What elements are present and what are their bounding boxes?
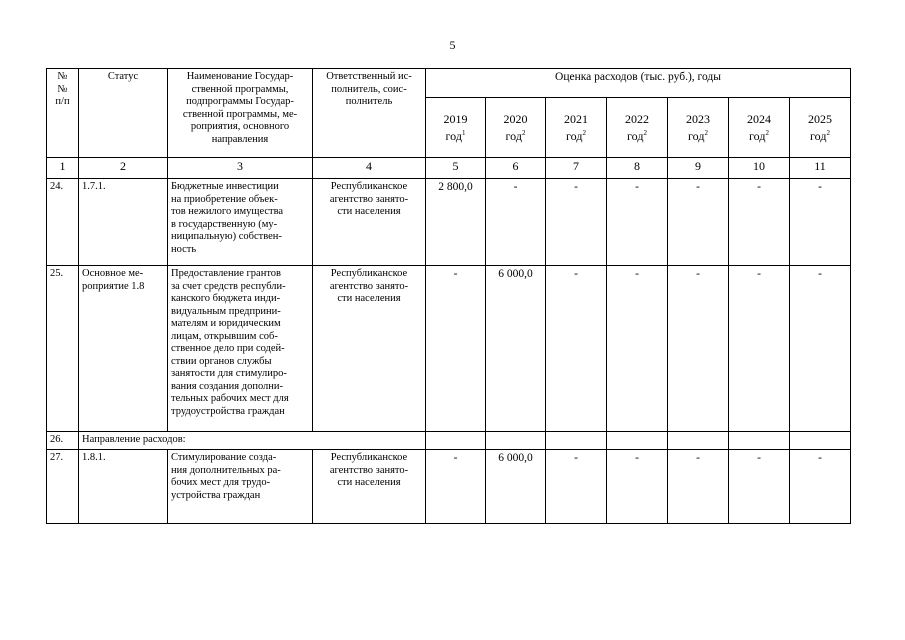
year-note: 2 — [826, 129, 830, 137]
year-note: 2 — [765, 129, 769, 137]
year-2019 — [426, 98, 486, 158]
value-2023: - — [668, 450, 729, 524]
column-number: 10 — [729, 158, 790, 179]
value-2025: - — [790, 450, 851, 524]
page-number: 5 — [449, 38, 456, 52]
year-value: 2019 — [443, 112, 468, 126]
value-2019: 2 800,0 — [426, 179, 486, 266]
value-2025: - — [790, 266, 851, 432]
empty-cell — [426, 432, 486, 450]
year-value: 2025 — [808, 112, 832, 126]
value-2024: - — [729, 266, 790, 432]
row-status: 1.7.1. — [79, 179, 168, 266]
year-label: год — [749, 129, 766, 143]
year-value: 2022 — [625, 112, 649, 126]
row-name: Стимулирование созда- ния дополнительных ра- бочих мест для трудо- устройства граждан — [168, 450, 313, 524]
year-note: 2 — [704, 129, 708, 137]
year-value: 2020 — [503, 112, 528, 126]
column-number: 7 — [546, 158, 607, 179]
value-2021: - — [546, 450, 607, 524]
row-number: 24. — [47, 179, 79, 266]
year-label: год — [627, 129, 644, 143]
column-numbers-row — [47, 158, 851, 179]
year-2020 — [486, 98, 546, 158]
header-name: Наименование Государ- ственной программы, подпрограммы Государ- ственной программы, ме- роприятия, основного направления — [168, 69, 313, 158]
header-status: Статус — [79, 69, 168, 158]
year-label: год — [566, 129, 583, 143]
year-note: 2 — [643, 129, 647, 137]
table-row — [47, 450, 851, 524]
table-row — [47, 266, 851, 432]
row-status: Основное ме- роприятие 1.8 — [79, 266, 168, 432]
value-2020: 6 000,0 — [486, 266, 546, 432]
header-row-1 — [47, 69, 851, 98]
column-number: 9 — [668, 158, 729, 179]
year-label: год — [810, 129, 827, 143]
column-number: 4 — [313, 158, 426, 179]
value-2023: - — [668, 266, 729, 432]
row-number: 26. — [47, 432, 79, 450]
column-number: 11 — [790, 158, 851, 179]
empty-cell — [486, 432, 546, 450]
direction-row — [47, 432, 851, 450]
row-number: 25. — [47, 266, 79, 432]
column-number: 8 — [607, 158, 668, 179]
value-2024: - — [729, 450, 790, 524]
header-expenses: Оценка расходов (тыс. руб.), годы — [426, 69, 851, 98]
column-number: 5 — [426, 158, 486, 179]
table-row — [47, 179, 851, 266]
year-2022 — [607, 98, 668, 158]
column-number: 6 — [486, 158, 546, 179]
empty-cell — [607, 432, 668, 450]
empty-cell — [729, 432, 790, 450]
value-2021: - — [546, 179, 607, 266]
column-number: 3 — [168, 158, 313, 179]
year-label: год — [505, 129, 522, 143]
year-note: 1 — [461, 129, 466, 137]
header-number: № № п/п — [47, 69, 79, 158]
year-label: год — [445, 129, 462, 143]
year-2025 — [790, 98, 851, 158]
column-number: 2 — [79, 158, 168, 179]
year-label: год — [688, 129, 705, 143]
value-2022: - — [607, 450, 668, 524]
year-2021 — [546, 98, 607, 158]
value-2022: - — [607, 266, 668, 432]
row-executor: Республиканское агентство занято- сти населения — [313, 266, 426, 432]
value-2019: - — [426, 266, 486, 432]
value-2023: - — [668, 179, 729, 266]
value-2020: - — [486, 179, 546, 266]
year-note: 2 — [521, 129, 526, 137]
expenses-table — [46, 68, 851, 524]
year-value: 2024 — [747, 112, 771, 126]
empty-cell — [790, 432, 851, 450]
value-2025: - — [790, 179, 851, 266]
header-executor: Ответственный ис- полнитель, соис- полнитель — [313, 69, 426, 158]
year-value: 2021 — [564, 112, 588, 126]
empty-cell — [668, 432, 729, 450]
value-2024: - — [729, 179, 790, 266]
row-name: Бюджетные инвестиции на приобретение объек- тов нежилого имущества в государственную (му- ниципальную) собствен- ность — [168, 179, 313, 266]
row-name: Предоставление грантов за счет средств республи- канского бюджета инди- видуальным предприни- мателям и юридическим лицам, открывшим соб- ственное дело при содей- ствии органов службы занятости для стимулиро- вания создания дополни- тельных рабочих мест для трудоустройства граждан — [168, 266, 313, 432]
row-number: 27. — [47, 450, 79, 524]
row-status: 1.8.1. — [79, 450, 168, 524]
row-executor: Республиканское агентство занято- сти населения — [313, 450, 426, 524]
column-number: 1 — [47, 158, 79, 179]
value-2019: - — [426, 450, 486, 524]
year-2024 — [729, 98, 790, 158]
empty-cell — [546, 432, 607, 450]
value-2022: - — [607, 179, 668, 266]
value-2020: 6 000,0 — [486, 450, 546, 524]
direction-label: Направление расходов: — [79, 432, 426, 450]
year-2023 — [668, 98, 729, 158]
year-value: 2023 — [686, 112, 710, 126]
year-note: 2 — [582, 129, 586, 137]
row-executor: Республиканское агентство занято- сти населения — [313, 179, 426, 266]
value-2021: - — [546, 266, 607, 432]
